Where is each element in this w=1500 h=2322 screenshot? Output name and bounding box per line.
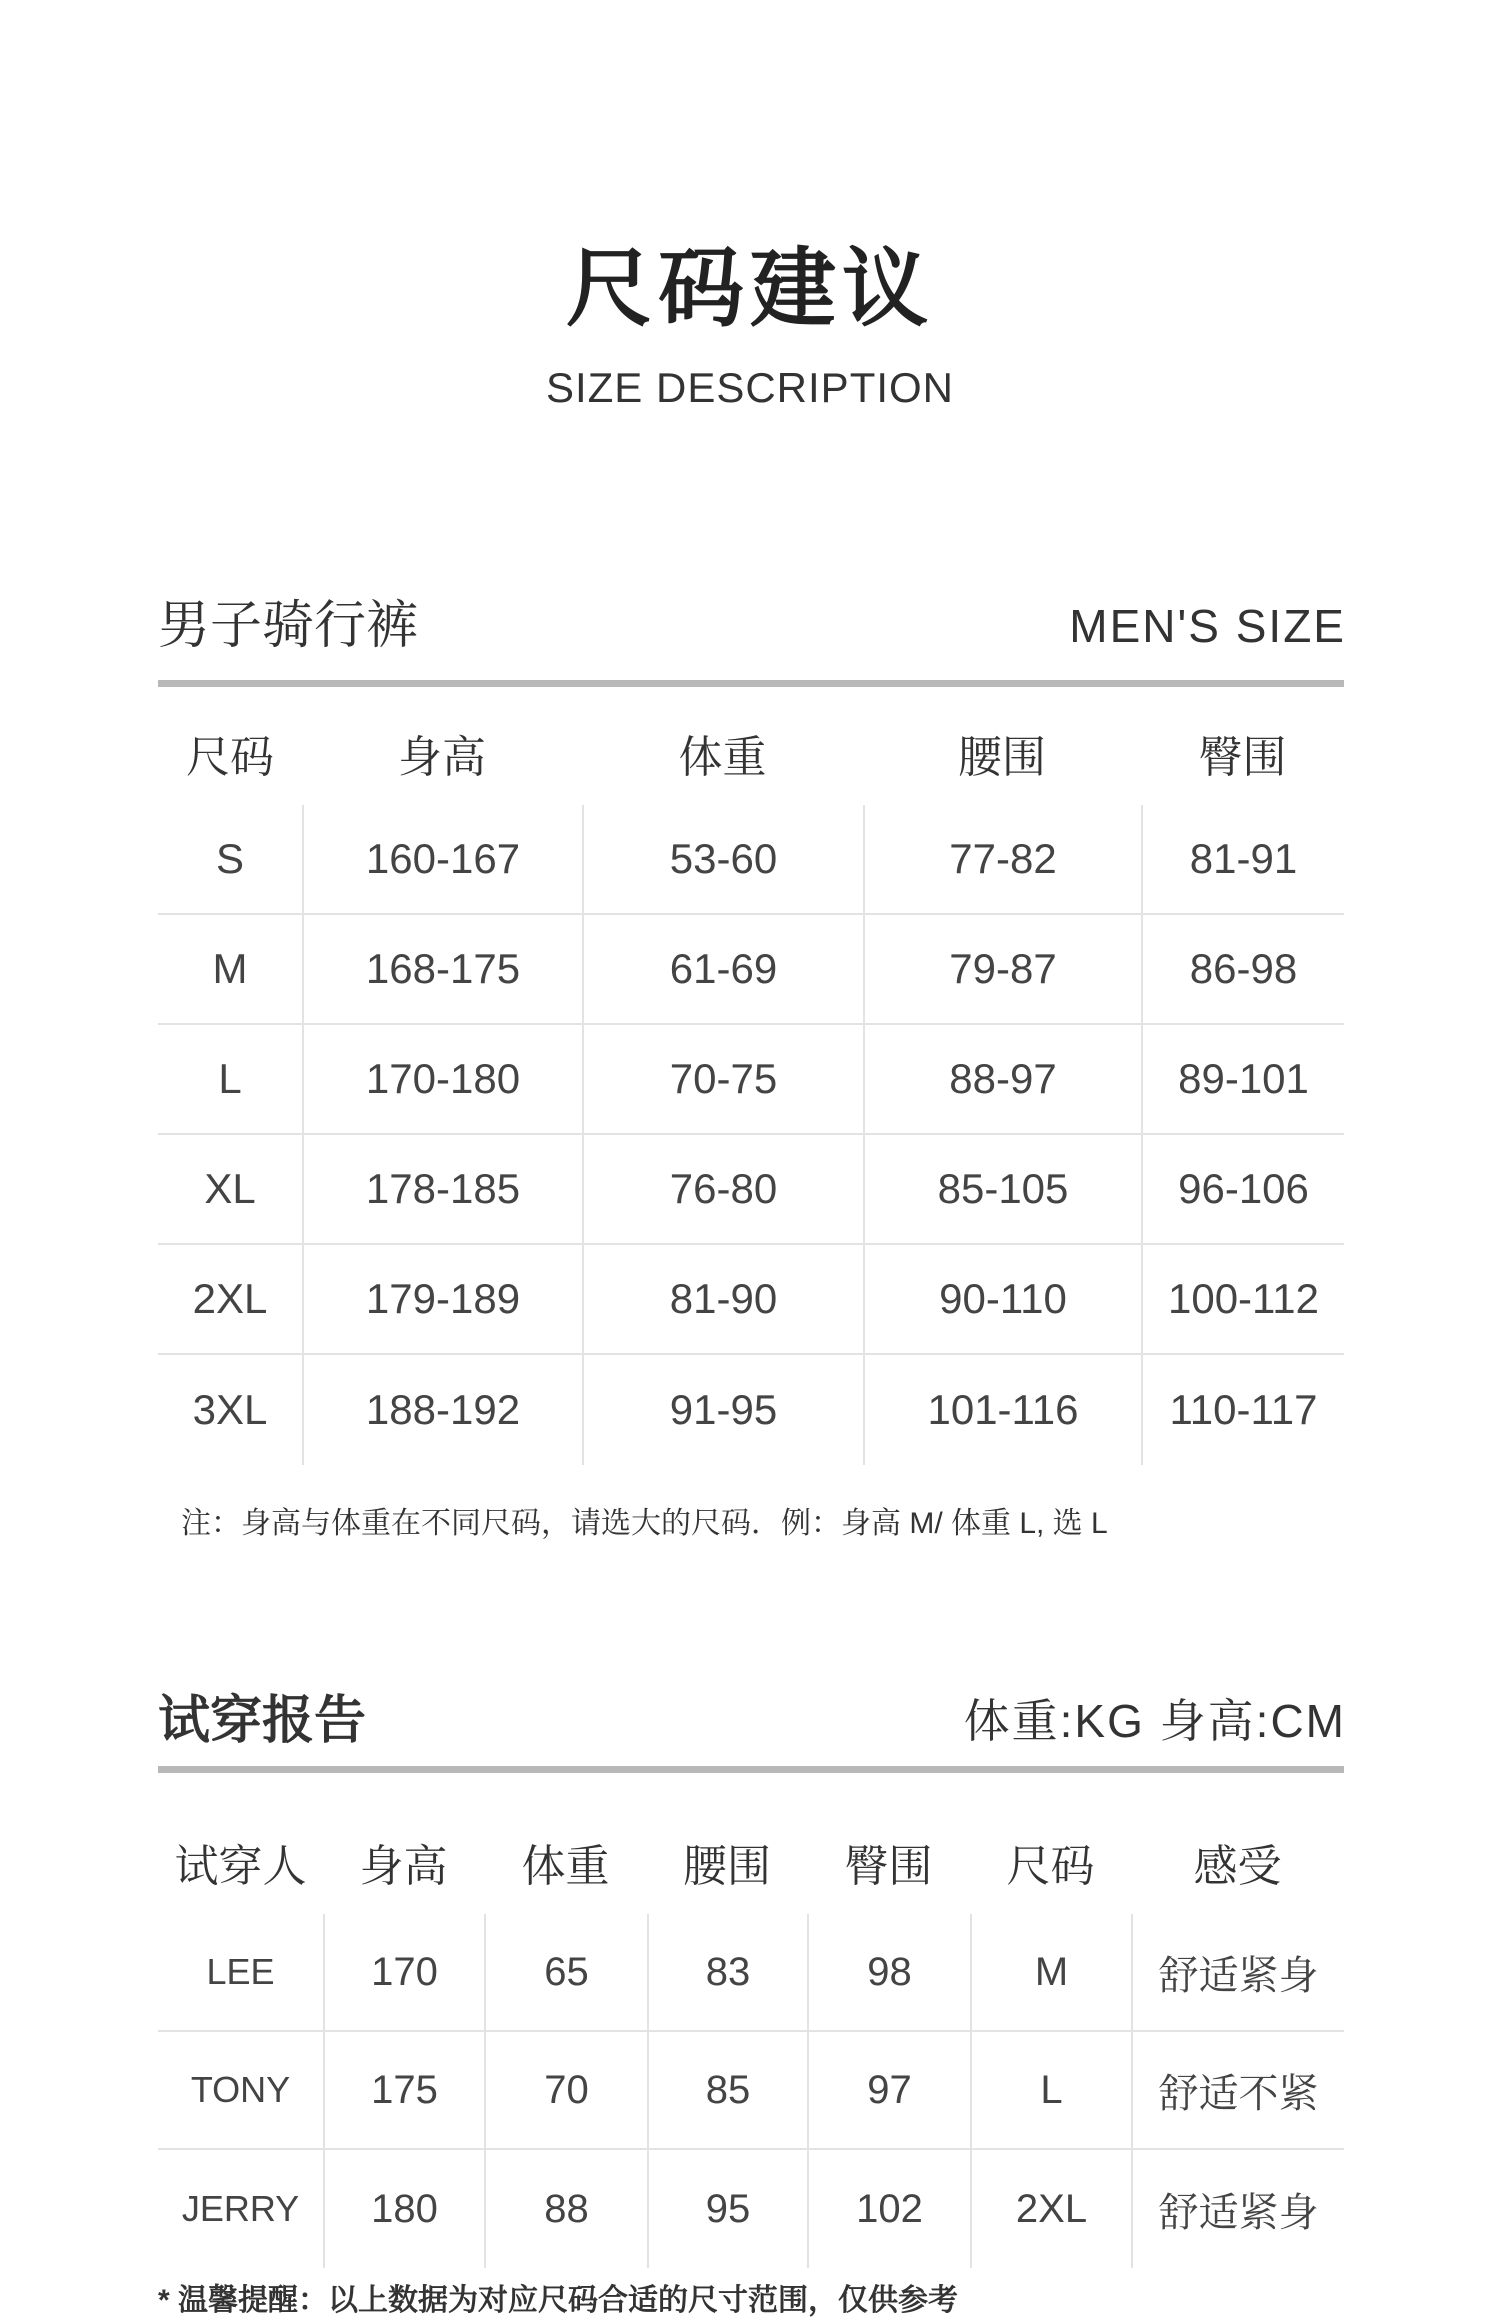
- fit-report-title: 试穿报告: [158, 1692, 367, 1750]
- fit-report-table-header-cell: 感受: [1193, 1842, 1282, 1891]
- fit-report-table-cell: 97: [807, 2032, 970, 2150]
- fit-report-divider: [158, 1766, 1344, 1773]
- fit-report-table-header-cell: 试穿人: [174, 1842, 307, 1891]
- fit-report-table-header-cell: 体重: [521, 1842, 610, 1891]
- size-table-cell: 110-117: [1141, 1355, 1344, 1465]
- size-table-cell: 86-98: [1141, 915, 1344, 1025]
- fit-report-table-cell: 88: [484, 2150, 647, 2268]
- size-table-cell: 70-75: [582, 1025, 863, 1135]
- fit-report-table-cell: 102: [807, 2150, 970, 2268]
- page-subtitle: SIZE DESCRIPTION: [545, 364, 955, 411]
- fit-report-table-cell: 85: [647, 2032, 807, 2150]
- fit-report-table-cell: LEE: [158, 1914, 323, 2032]
- fit-report-reminder: * 温馨提醒：以上数据为对应尺码合适的尺寸范围，仅供参考: [158, 2284, 959, 2317]
- size-table-cell: 90-110: [863, 1245, 1141, 1355]
- page-title: 尺码建议: [566, 241, 934, 337]
- size-table-cell: M: [158, 915, 302, 1025]
- fit-report-units: 体重:KG 身高:CM: [963, 1695, 1346, 1747]
- size-table-cell: L: [158, 1025, 302, 1135]
- size-table-cell: 101-116: [863, 1355, 1141, 1465]
- fit-report-table: [158, 1810, 1344, 2268]
- fit-report-table-cell: 180: [323, 2150, 484, 2268]
- size-table-header-cell: 身高: [398, 732, 486, 782]
- fit-report-table-cell: 65: [484, 1914, 647, 2032]
- size-table-header-cell: 腰围: [958, 732, 1046, 782]
- size-table-header-cell: 臀围: [1198, 732, 1287, 782]
- size-table-cell: 61-69: [582, 915, 863, 1025]
- size-table-cell: 188-192: [302, 1355, 582, 1465]
- size-table-cell: 100-112: [1141, 1245, 1344, 1355]
- size-chart-divider: [158, 680, 1344, 687]
- fit-report-table-cell: TONY: [158, 2032, 323, 2150]
- size-table-cell: 76-80: [582, 1135, 863, 1245]
- fit-report-table-cell: JERRY: [181, 2188, 300, 2229]
- size-table-cell: 89-101: [1141, 1025, 1344, 1135]
- size-table-cell: 160-167: [302, 805, 582, 915]
- size-table-cell: 81-91: [1141, 805, 1344, 915]
- fit-report-table-cell: 175: [323, 2032, 484, 2150]
- fit-report-table-cell: M: [970, 1914, 1131, 2032]
- fit-report-table-cell: 170: [323, 1914, 484, 2032]
- fit-report-table-header-cell: 腰围: [683, 1842, 771, 1891]
- size-table-cell: 81-90: [582, 1245, 863, 1355]
- fit-report-table-cell: 2XL: [970, 2150, 1131, 2268]
- fit-report-table-cell: 83: [647, 1914, 807, 2032]
- fit-report-table-header-cell: 臀围: [844, 1842, 933, 1891]
- size-table-cell: 2XL: [158, 1245, 302, 1355]
- fit-report-table-cell: 95: [647, 2150, 807, 2268]
- size-table-cell: 168-175: [302, 915, 582, 1025]
- size-table-cell: S: [158, 805, 302, 915]
- size-table-cell: XL: [158, 1135, 302, 1245]
- size-table-cell: 91-95: [582, 1355, 863, 1465]
- size-table: [158, 700, 1344, 1465]
- size-table-cell: 79-87: [863, 915, 1141, 1025]
- size-table-cell: 179-189: [302, 1245, 582, 1355]
- size-chart-note: 注：身高与体重在不同尺码，请选大的尺码．例：身高 M/ 体重 L, 选 L: [181, 1507, 1108, 1540]
- fit-report-table-header-cell: 身高: [359, 1842, 448, 1891]
- fit-report-table-cell: 舒适不紧: [1131, 2032, 1344, 2150]
- fit-report-table-cell: 舒适紧身: [1131, 1914, 1344, 2032]
- fit-report-table-header-cell: 尺码: [1006, 1842, 1095, 1891]
- size-table-cell: 85-105: [863, 1135, 1141, 1245]
- size-table-header-cell: 尺码: [186, 732, 274, 782]
- fit-report-table-cell: 舒适紧身: [1131, 2150, 1344, 2268]
- size-table-cell: 77-82: [863, 805, 1141, 915]
- size-table-cell: 178-185: [302, 1135, 582, 1245]
- size-table-cell: 170-180: [302, 1025, 582, 1135]
- size-chart-title-en: MEN'S SIZE: [1069, 600, 1346, 652]
- fit-report-table-cell: L: [970, 2032, 1131, 2150]
- size-table-cell: 53-60: [582, 805, 863, 915]
- size-table-cell: 3XL: [192, 1386, 268, 1433]
- size-table-cell: 96-106: [1141, 1135, 1344, 1245]
- fit-report-table-cell: 98: [807, 1914, 970, 2032]
- size-chart-title: 男子骑行裤: [158, 597, 419, 655]
- size-table-header-cell: 体重: [678, 732, 767, 782]
- size-table-cell: 88-97: [863, 1025, 1141, 1135]
- fit-report-table-cell: 70: [484, 2032, 647, 2150]
